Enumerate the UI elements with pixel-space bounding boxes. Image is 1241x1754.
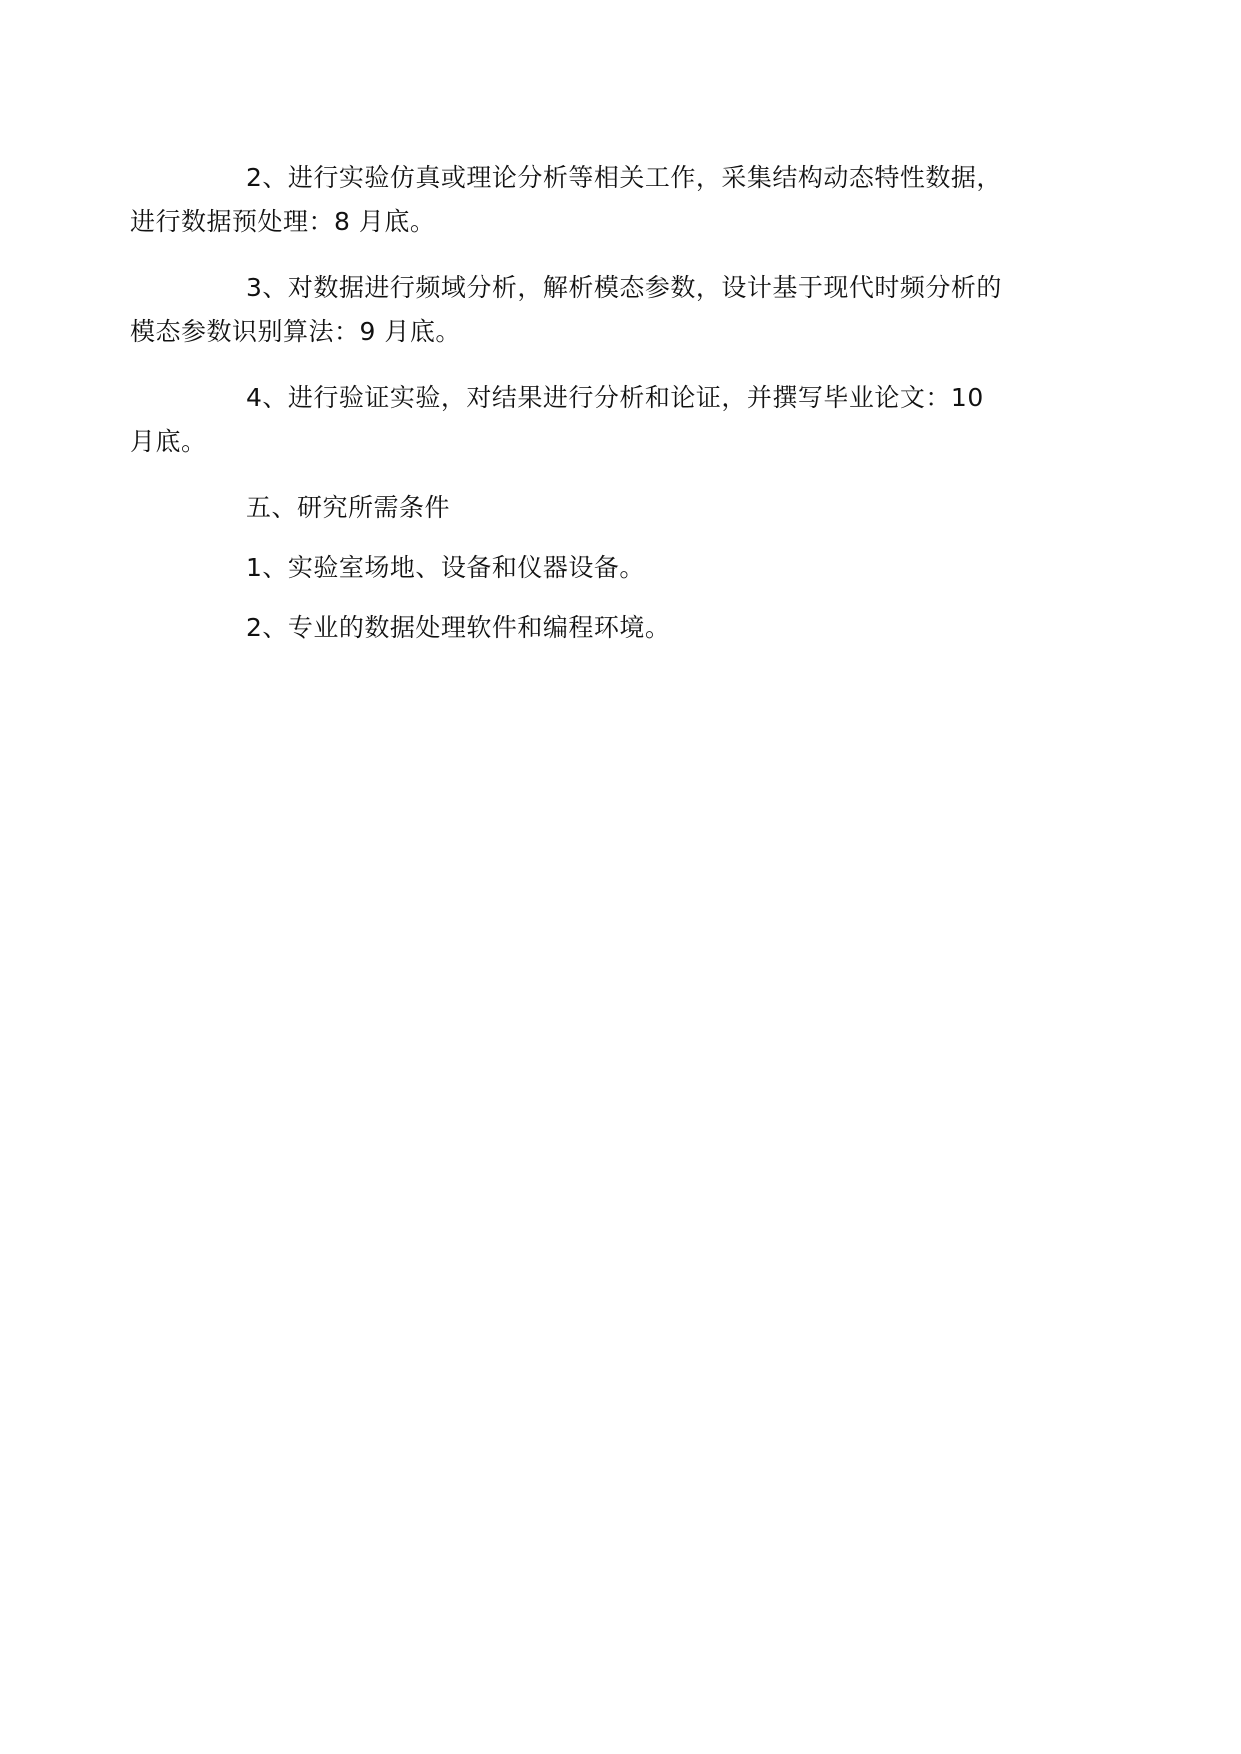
section-heading-research-conditions [188, 486, 1056, 530]
paragraph-line: 模态参数识别算法：9 月底。 [130, 317, 461, 346]
paragraph-line: 月底。 [130, 427, 207, 456]
paragraph-schedule-item-3 [130, 266, 1056, 354]
document-body [130, 156, 1056, 672]
paragraph-line: 4、进行验证实验，对结果进行分析和论证，并撰写毕业论文：10 [246, 383, 984, 412]
paragraph-condition-item-1 [188, 546, 1056, 590]
section-heading-text: 五、研究所需条件 [246, 493, 451, 522]
paragraph-line: 3、对数据进行频域分析，解析模态参数，设计基于现代时频分析的 [246, 273, 1002, 302]
paragraph-line: 1、实验室场地、设备和仪器设备。 [246, 553, 645, 582]
paragraph-line: 2、进行实验仿真或理论分析等相关工作，采集结构动态特性数据， [246, 163, 1002, 192]
paragraph-line: 2、专业的数据处理软件和编程环境。 [246, 613, 671, 642]
paragraph-schedule-item-4 [130, 376, 1056, 464]
paragraph-condition-item-2 [188, 606, 1056, 650]
paragraph-line: 进行数据预处理：8 月底。 [130, 207, 436, 236]
paragraph-schedule-item-2 [130, 156, 1056, 244]
